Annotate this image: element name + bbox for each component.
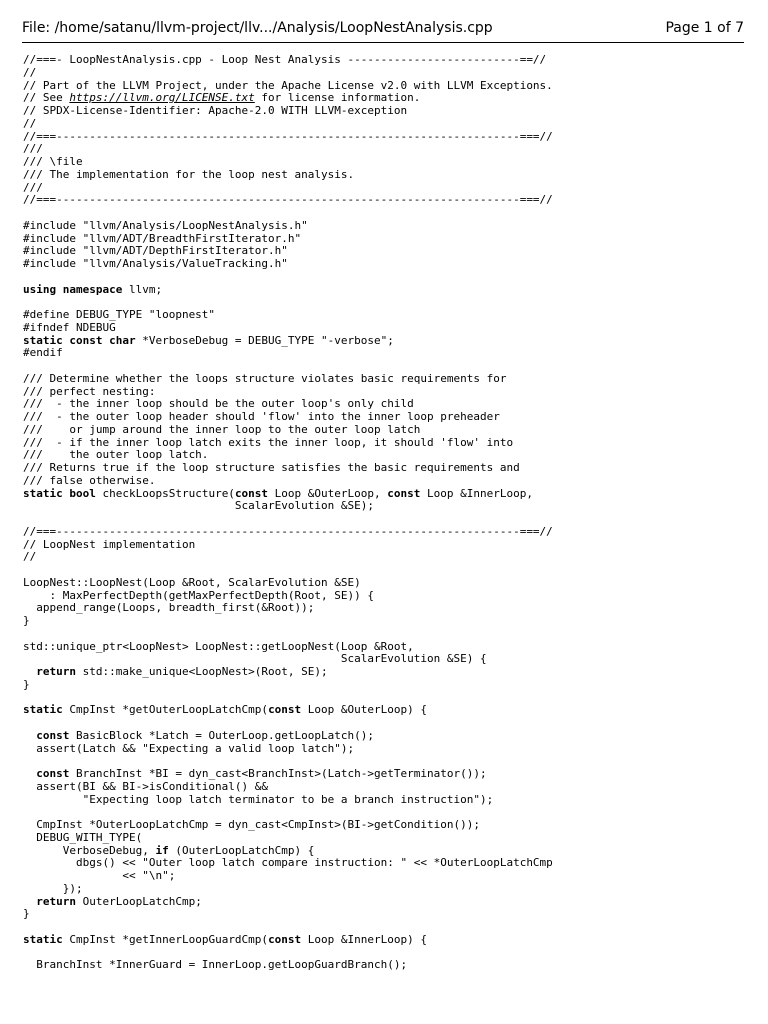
code-line	[23, 551, 753, 564]
code-text: ///	[23, 142, 43, 156]
page-header	[22, 18, 744, 43]
code-text: /// - the inner loop should be the outer loop's only child	[23, 397, 414, 411]
code-text: /// The implementation for the loop nest analysis.	[23, 167, 355, 181]
code-text: DEBUG_WITH_TYPE(	[23, 830, 143, 844]
code-text: //===----------------------------------------------------------------------===//	[23, 524, 553, 538]
code-keyword: const	[268, 703, 302, 717]
code-text: /// or jump around the inner loop to the outer loop latch	[23, 422, 421, 436]
code-text: "Expecting loop latch terminator to be a branch instruction");	[23, 792, 494, 806]
code-text: // SPDX-License-Identifier: Apache-2.0 WITH LLVM-exception	[23, 104, 408, 117]
code-text: *VerboseDebug = DEBUG_TYPE "-verbose";	[135, 333, 394, 347]
code-text: Loop &InnerLoop) {	[301, 932, 428, 946]
code-text: dbgs() << "Outer loop latch compare instruction: " << *OuterLoopLatchCmp	[23, 856, 553, 870]
code-text: });	[23, 881, 83, 895]
code-text: /// - the outer loop header should 'flow' into the inner loop preheader	[23, 410, 500, 423]
code-text: // Part of the LLVM Project, under the Apache License v2.0 with LLVM Exceptions.	[23, 78, 553, 92]
code-text: /// Determine whether the loops structure violates basic requirements for	[23, 371, 507, 385]
code-keyword: static bool	[23, 486, 96, 500]
code-keyword: return	[36, 894, 76, 908]
code-text: assert(Latch && "Expecting a valid loop latch");	[23, 741, 355, 755]
code-text: //	[23, 65, 37, 79]
code-text: //	[23, 116, 37, 130]
code-keyword: const	[268, 932, 302, 946]
code-line	[23, 54, 753, 67]
code-text: BasicBlock *Latch = OuterLoop.getLoopLatch();	[69, 728, 375, 742]
code-line	[23, 908, 753, 921]
code-text: #ifndef NDEBUG	[23, 320, 116, 334]
code-text: //===----------------------------------------------------------------------===//	[23, 129, 553, 143]
code-keyword: using namespace	[23, 282, 123, 296]
code-text	[23, 895, 36, 908]
code-text: //===----------------------------------------------------------------------===//	[23, 193, 553, 207]
code-keyword: const	[234, 486, 269, 500]
code-text: /// - if the inner loop latch exits the inner loop, it should 'flow' into	[23, 435, 514, 449]
code-keyword: if	[155, 843, 169, 857]
code-line	[23, 934, 753, 947]
code-text: ///	[23, 180, 43, 194]
code-line	[23, 347, 753, 360]
code-text: CmpInst *getInnerLoopGuardCmp(	[62, 932, 269, 946]
code-text: : MaxPerfectDepth(getMaxPerfectDepth(Root, SE)) {	[23, 588, 374, 602]
code-text: LoopNest::LoopNest(Loop &Root, ScalarEvolution &SE)	[23, 575, 361, 589]
code-line	[23, 896, 753, 909]
code-line	[23, 794, 753, 807]
code-line	[23, 539, 753, 552]
code-text: assert(BI && BI->isConditional() &&	[23, 779, 269, 793]
code-text: BranchInst *BI = dyn_cast<BranchInst>(Latch->getTerminator());	[69, 767, 487, 780]
code-text: ScalarEvolution &SE);	[23, 499, 374, 513]
code-text	[23, 767, 36, 780]
code-text: Loop &OuterLoop,	[268, 486, 388, 500]
code-text: std::unique_ptr<LoopNest> LoopNest::getLoopNest(Loop &Root,	[23, 639, 414, 653]
code-text: #endif	[23, 346, 63, 360]
code-keyword: static	[23, 703, 63, 717]
code-text	[23, 665, 36, 678]
code-text: BranchInst *InnerGuard = InnerLoop.getLoopGuardBranch();	[23, 958, 408, 972]
code-text: }	[23, 677, 30, 691]
code-text: VerboseDebug,	[23, 843, 156, 857]
code-line	[23, 194, 753, 207]
code-keyword: static const char	[23, 333, 136, 347]
code-text: #include "llvm/ADT/BreadthFirstIterator.h"	[23, 231, 302, 245]
code-text: CmpInst *getOuterLoopLatchCmp(	[62, 703, 269, 717]
code-line	[23, 143, 753, 156]
page-number-label: Page 1 of 7	[665, 20, 744, 36]
code-text: std::make_unique<LoopNest>(Root, SE);	[76, 665, 328, 678]
code-line	[23, 666, 753, 679]
code-text: /// perfect nesting:	[23, 384, 156, 398]
code-text: #include "llvm/Analysis/LoopNestAnalysis.h"	[23, 218, 308, 232]
code-line	[23, 284, 753, 297]
code-line	[23, 870, 753, 883]
code-line	[23, 500, 753, 513]
file-path-label: File: /home/satanu/llvm-project/llv.../Analysis/LoopNestAnalysis.cpp	[22, 20, 493, 36]
code-keyword: return	[36, 665, 76, 678]
code-line	[23, 335, 753, 348]
code-text: /// the outer loop latch.	[23, 448, 209, 462]
code-text: #include "llvm/Analysis/ValueTracking.h"	[23, 257, 288, 270]
code-line	[23, 169, 753, 182]
code-text: //	[23, 550, 37, 564]
code-text: Loop &OuterLoop) {	[301, 703, 428, 717]
code-text	[23, 729, 36, 742]
code-line	[23, 105, 753, 118]
code-text: checkLoopsStructure(	[95, 486, 235, 500]
code-text: OuterLoopLatchCmp;	[76, 894, 202, 908]
code-line	[23, 959, 753, 972]
code-text: // See	[23, 91, 70, 105]
code-listing	[23, 54, 753, 972]
code-line	[23, 615, 753, 628]
code-text: for license information.	[254, 91, 421, 105]
code-keyword: const	[36, 767, 70, 780]
code-text: //===- LoopNestAnalysis.cpp - Loop Nest Analysis --------------------------==//	[23, 53, 547, 66]
code-keyword: static	[23, 932, 63, 946]
code-keyword: const	[36, 728, 70, 742]
code-text: << "\n";	[23, 869, 176, 882]
code-text: #include "llvm/ADT/DepthFirstIterator.h"	[23, 244, 288, 258]
code-line	[23, 704, 753, 717]
code-text: llvm;	[122, 282, 163, 296]
code-keyword: const	[387, 486, 421, 500]
code-text: Loop &InnerLoop,	[420, 486, 533, 500]
code-text: /// \file	[23, 155, 83, 168]
code-text: /// Returns true if the loop structure satisfies the basic requirements and	[23, 461, 520, 474]
code-line	[23, 602, 753, 615]
code-text: // LoopNest implementation	[23, 537, 196, 551]
code-text: CmpInst *OuterLoopLatchCmp = dyn_cast<CmpInst>(BI->getCondition());	[23, 818, 480, 831]
license-link[interactable]: https://llvm.org/LICENSE.txt	[69, 91, 255, 105]
code-line	[23, 309, 753, 322]
code-text: /// false otherwise.	[23, 473, 156, 487]
code-line	[23, 131, 753, 144]
code-text: #define DEBUG_TYPE "loopnest"	[23, 308, 216, 321]
code-text: append_range(Loops, breadth_first(&Root));	[23, 601, 315, 615]
code-line	[23, 679, 753, 692]
code-line	[23, 258, 753, 271]
code-text: }	[23, 614, 30, 627]
code-line	[23, 743, 753, 756]
code-text: (OuterLoopLatchCmp) {	[168, 843, 315, 857]
code-text: }	[23, 907, 30, 921]
code-text: ScalarEvolution &SE) {	[23, 652, 487, 666]
